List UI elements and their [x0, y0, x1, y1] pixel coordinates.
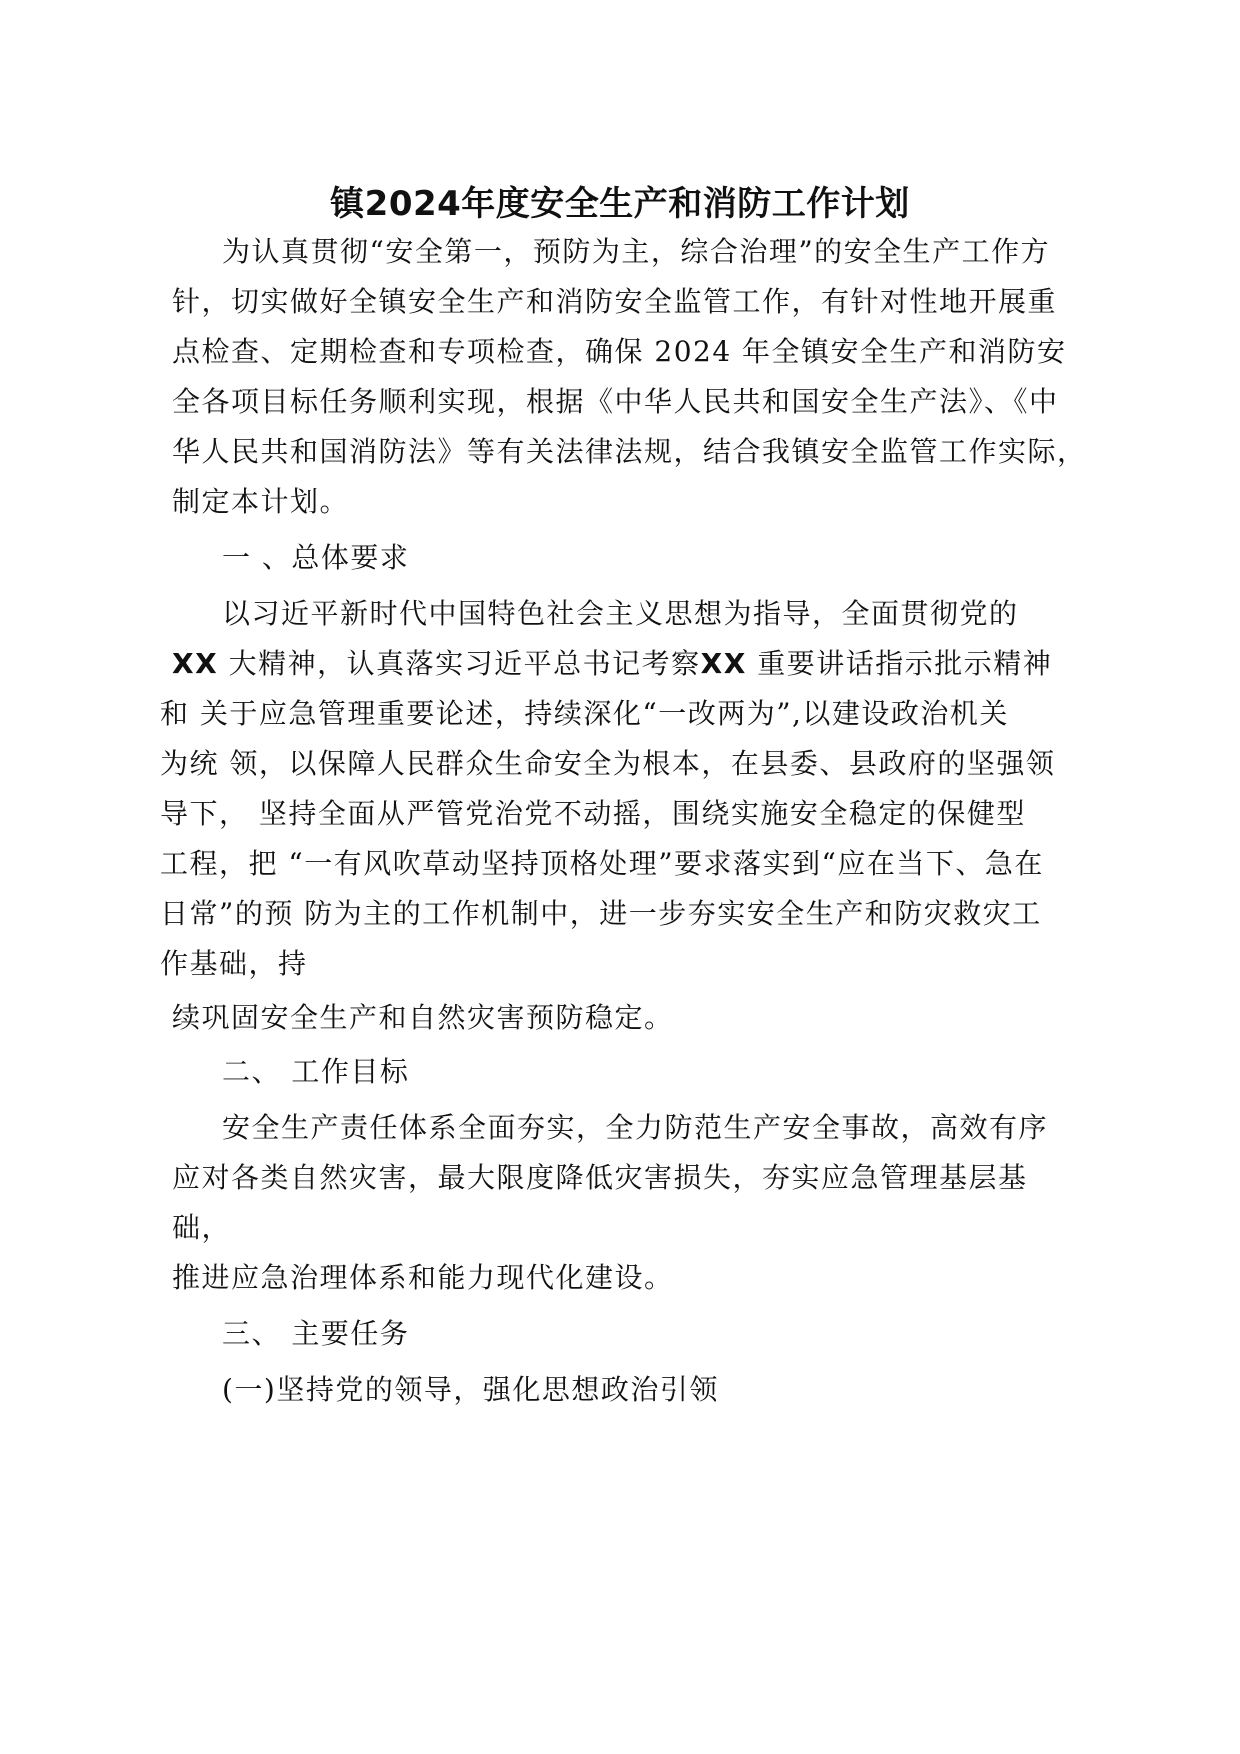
section-heading-main-tasks: 三、 主要任务 [222, 1317, 410, 1350]
intro-line-1: 为认真贯彻“安全第一，预防为主，综合治理”的安全生产工作方 [222, 235, 1051, 268]
intro-line-3: 点检查、定期检查和专项检查，确保 2024 年全镇安全生产和消防安 [172, 335, 1067, 368]
intro-line-2: 针，切实做好全镇安全生产和消防安全监管工作，有针对性地开展重 [172, 285, 1058, 318]
section1-line-7: 日常”的预 防为主的工作机制中，进一步夯实安全生产和防灾救灾工 [160, 897, 1042, 930]
section1-line-1: 以习近平新时代中国特色社会主义思想为指导，全面贯彻党的 [222, 597, 1019, 630]
section-heading-work-goals: 二、 工作目标 [222, 1055, 410, 1088]
section1-line-2 [172, 644, 1052, 684]
placeholder-xx: XX [172, 647, 219, 680]
subsection-heading-party-leadership: (一)坚持党的领导，强化思想政治引领 [222, 1373, 719, 1406]
section2-line-3: 础， [172, 1211, 232, 1244]
section1-line-5: 导下， 坚持全面从严管党治党不动摇，围绕实施安全稳定的保健型 [160, 797, 1026, 830]
intro-line-6: 制定本计划。 [172, 485, 350, 518]
document-title: 镇2024年度安全生产和消防工作计划 [330, 184, 910, 224]
section1-line-4: 为统 领，以保障人民群众生命安全为根本，在县委、县政府的坚强领 [160, 747, 1056, 780]
intro-line-5: 华人民共和国消防法》等有关法律法规，结合我镇安全监管工作实际， [172, 435, 1087, 468]
placeholder-xx: XX [700, 647, 747, 680]
section1-line-3: 和 关于应急管理重要论述，持续深化“一改两为”,以建设政治机关 [160, 697, 1009, 730]
section1-line-8: 作基础，持 [160, 947, 308, 980]
section2-line-2: 应对各类自然灾害，最大限度降低灾害损失，夯实应急管理基层基 [172, 1161, 1028, 1194]
section2-line-1: 安全生产责任体系全面夯实，全力防范生产安全事故，高效有序 [222, 1111, 1049, 1144]
intro-line-4: 全各项目标任务顺利实现，根据《中华人民共和国安全生产法》、《中 [172, 385, 1059, 418]
section1-line-2-text-b: 重要讲话指示批示精神 [757, 647, 1053, 680]
section1-line-2-text-a: 大精神，认真落实习近平总书记考察 [228, 647, 701, 680]
section-heading-overall-requirements: 一 、总体要求 [222, 541, 410, 574]
section1-line-9: 续巩固安全生产和自然灾害预防稳定。 [172, 1001, 674, 1034]
section1-line-6: 工程，把 “一有风吹草动坚持顶格处理”要求落实到“应在当下、急在 [160, 847, 1044, 880]
section2-line-4: 推进应急治理体系和能力现代化建设。 [172, 1261, 674, 1294]
